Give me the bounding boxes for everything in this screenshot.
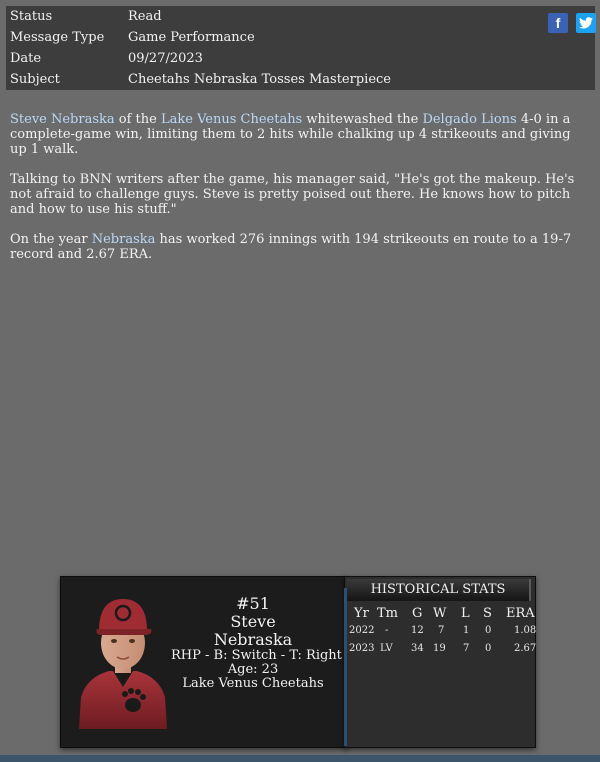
twitter-share-icon[interactable] bbox=[576, 13, 596, 33]
player-age: Age: 23 bbox=[227, 662, 279, 677]
article-text: 4-0 in a complete-game win, limiting them to 2 hits while chalking up 4 strikeouts and giving up 1 walk. bbox=[10, 112, 571, 157]
column-header: Yr bbox=[354, 606, 369, 621]
column-header: L bbox=[461, 606, 470, 621]
article-text: whitewashed the bbox=[302, 112, 423, 127]
column-header: W bbox=[433, 606, 447, 621]
twitter-bird-icon bbox=[579, 17, 593, 29]
table-cell: 0 bbox=[485, 643, 492, 654]
meta-value: Cheetahs Nebraska Tosses Masterpiece bbox=[128, 72, 391, 87]
table-header-row bbox=[345, 607, 535, 625]
player-bio: RHP - B: Switch - T: Right bbox=[171, 648, 342, 663]
table-row bbox=[345, 625, 535, 643]
column-header: ERA bbox=[506, 606, 535, 621]
column-header: S bbox=[483, 606, 492, 621]
meta-label: Subject bbox=[10, 72, 60, 87]
bottom-bar bbox=[0, 755, 600, 762]
article-body bbox=[10, 112, 590, 277]
meta-label: Status bbox=[10, 9, 53, 24]
stats-panel-edge bbox=[344, 588, 347, 746]
table-cell: LV bbox=[380, 643, 393, 654]
table-cell: 19 bbox=[433, 643, 446, 654]
article-paragraph-1 bbox=[10, 112, 590, 157]
table-cell: 0 bbox=[485, 625, 492, 636]
player-last-name: Nebraska bbox=[213, 630, 293, 649]
player-number: #51 bbox=[236, 594, 270, 613]
table-cell: 1.08 bbox=[514, 625, 537, 636]
team-link[interactable]: Lake Venus Cheetahs bbox=[160, 112, 303, 127]
player-photo bbox=[77, 593, 169, 729]
article-paragraph-2: Talking to BNN writers after the game, his manager said, "He's got the makeup. He's not afraid to challenge guys. Steve is pretty poised out there. He knows how to pitch and how to use his stuff." bbox=[10, 172, 575, 217]
table-cell: 1 bbox=[463, 625, 470, 636]
facebook-share-icon[interactable]: f bbox=[548, 13, 568, 33]
column-header: Tm bbox=[377, 606, 398, 621]
historical-stats-panel bbox=[344, 576, 536, 748]
table-row bbox=[345, 643, 535, 661]
opponent-team-link[interactable]: Delgado Lions bbox=[422, 112, 517, 127]
meta-value: Read bbox=[128, 9, 162, 24]
table-cell: - bbox=[385, 625, 389, 636]
player-team: Lake Venus Cheetahs bbox=[182, 676, 324, 691]
message-meta-table bbox=[6, 6, 595, 90]
article-text: On the year bbox=[10, 232, 92, 247]
column-header: G bbox=[412, 606, 423, 621]
table-cell: 34 bbox=[411, 643, 424, 654]
meta-value: 09/27/2023 bbox=[128, 51, 203, 66]
historical-stats-table bbox=[345, 607, 535, 661]
table-cell: 12 bbox=[411, 625, 424, 636]
player-card[interactable] bbox=[60, 576, 348, 748]
table-cell: 2022 bbox=[349, 625, 375, 636]
article-text: of the bbox=[114, 112, 161, 127]
meta-label: Message Type bbox=[10, 30, 105, 45]
table-cell: 2023 bbox=[349, 643, 375, 654]
historical-stats-title: HISTORICAL STATS bbox=[347, 579, 531, 601]
meta-label: Date bbox=[10, 51, 42, 66]
table-cell: 7 bbox=[438, 625, 445, 636]
player-first-name: Steve bbox=[230, 612, 276, 631]
table-cell: 2.67 bbox=[514, 643, 537, 654]
article-paragraph-3 bbox=[10, 232, 590, 262]
table-cell: 7 bbox=[463, 643, 470, 654]
player-link[interactable]: Nebraska bbox=[91, 232, 156, 247]
player-info bbox=[171, 594, 342, 691]
meta-value: Game Performance bbox=[128, 30, 255, 45]
player-link[interactable]: Steve Nebraska bbox=[10, 112, 115, 127]
article-text: has worked 276 innings with 194 strikeouts en route to a 19-7 record and 2.67 ERA. bbox=[10, 232, 572, 262]
